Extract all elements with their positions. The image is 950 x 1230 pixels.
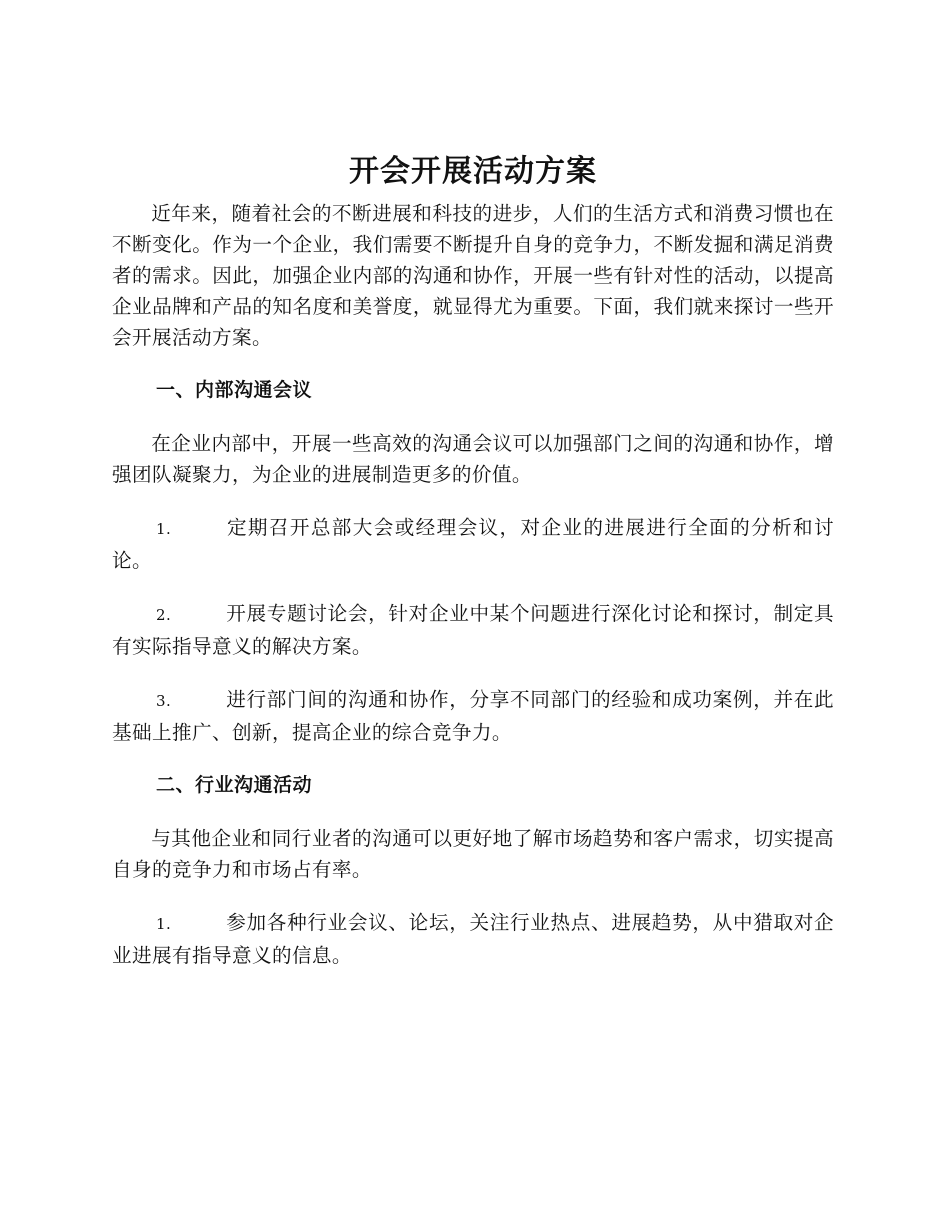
list-item-text: 开展专题讨论会，针对企业中某个问题进行深化讨论和探讨，制定具有实际指导意义的解决方案。 bbox=[112, 602, 834, 658]
list-item bbox=[112, 512, 834, 576]
list-item-text: 进行部门间的沟通和协作，分享不同部门的经验和成功案例，并在此基础上推广、创新，提高企业的综合竞争力。 bbox=[112, 688, 834, 744]
section-heading-internal-meeting: 一、内部沟通会议 bbox=[156, 379, 313, 401]
section-heading-industry-activity: 二、行业沟通活动 bbox=[156, 774, 313, 796]
list-item-text: 定期召开总部大会或经理会议，对企业的进展进行全面的分析和讨论。 bbox=[112, 516, 834, 572]
section-paragraph: 在企业内部中，开展一些高效的沟通会议可以加强部门之间的沟通和协作，增强团队凝聚力，为企业的进展制造更多的价值。 bbox=[112, 432, 834, 486]
document-title: 开会开展活动方案 bbox=[349, 154, 597, 189]
list-item bbox=[112, 598, 834, 662]
list-item-text: 参加各种行业会议、论坛，关注行业热点、进展趋势，从中猎取对企业进展有指导意义的信息。 bbox=[112, 911, 834, 967]
document-page bbox=[112, 150, 834, 971]
list-item-number: 3. bbox=[156, 692, 172, 710]
section-paragraph: 与其他企业和同行业者的沟通可以更好地了解市场趋势和客户需求，切实提高自身的竞争力和市场占有率。 bbox=[112, 827, 834, 881]
intro-paragraph: 近年来，随着社会的不断进展和科技的进步，人们的生活方式和消费习惯也在不断变化。作为一个企业，我们需要不断提升自身的竞争力，不断发掘和满足消费者的需求。因此，加强企业内部的沟通和协作，开展一些有针对性的活动，以提高企业品牌和产品的知名度和美誉度，就显得尤为重要。下面，我们就来探讨一些开会开展活动方案。 bbox=[112, 202, 834, 349]
list-item bbox=[112, 907, 834, 971]
list-item-number: 1. bbox=[156, 520, 172, 538]
list-item-number: 1. bbox=[156, 915, 172, 933]
list-item-number: 2. bbox=[156, 606, 172, 624]
list-item bbox=[112, 684, 834, 748]
